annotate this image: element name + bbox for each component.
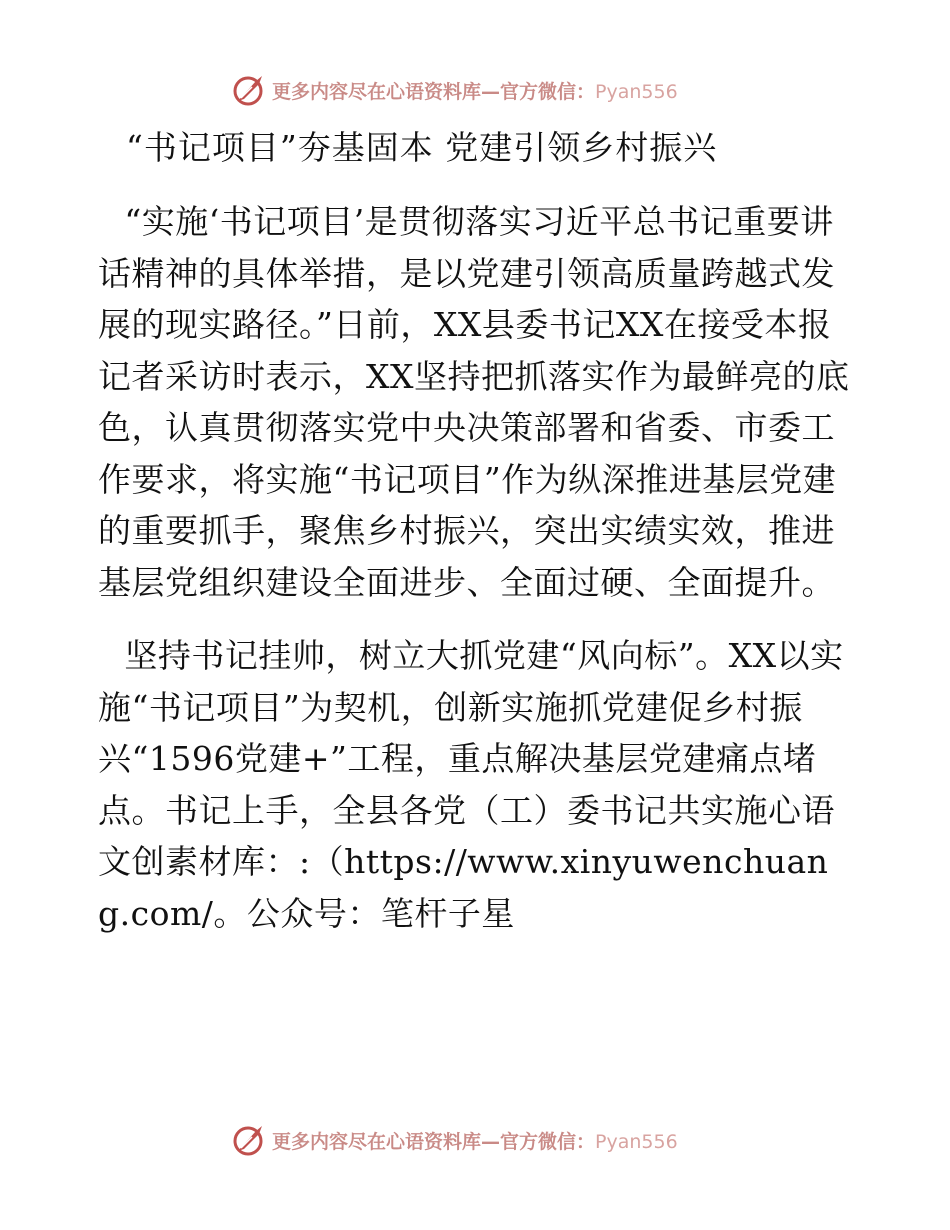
document-body bbox=[98, 196, 850, 939]
watermark-text bbox=[272, 1127, 678, 1154]
body-paragraph-2: 坚持书记挂帅，树立大抓党建“风向标”。XX以实施“书记项目”为契机，创新实施抓党建促乡村振兴“1596党建+”工程，重点解决基层党建痛点堵点。书记上手，全县各党（工）委书记共实施心语文创素材库：:（https://www.xinyuwenchuang.com/。公众号：笔杆子星 bbox=[98, 636, 844, 933]
quill-logo-icon bbox=[232, 1123, 266, 1157]
document-title: “书记项目”夯基固本 党建引领乡村振兴 bbox=[126, 128, 718, 167]
watermark-text-cn: 更多内容尽在心语资料库—官方微信： bbox=[272, 80, 596, 103]
watermark-wechat-id: Pyan556 bbox=[595, 80, 678, 103]
body-paragraph-1: “实施‘书记项目’是贯彻落实习近平总书记重要讲话精神的具体举措，是以党建引领高质量跨越式发展的现实路径。”日前，XX县委书记XX在接受本报记者采访时表示，XX坚持把抓落实作为最鲜亮的底色，认真贯彻落实党中央决策部署和省委、市委工作要求，将实施“书记项目”作为纵深推进基层党建的重要抓手，聚焦乡村振兴，突出实绩实效，推进基层党组织建设全面进步、全面过硬、全面提升。 bbox=[98, 202, 850, 602]
watermark-text-cn: 更多内容尽在心语资料库—官方微信： bbox=[272, 1130, 596, 1153]
watermark-footer bbox=[232, 1122, 732, 1158]
quill-logo-icon bbox=[232, 73, 266, 107]
watermark-text bbox=[272, 77, 678, 104]
watermark-wechat-id: Pyan556 bbox=[595, 1130, 678, 1153]
watermark-header bbox=[232, 72, 732, 108]
